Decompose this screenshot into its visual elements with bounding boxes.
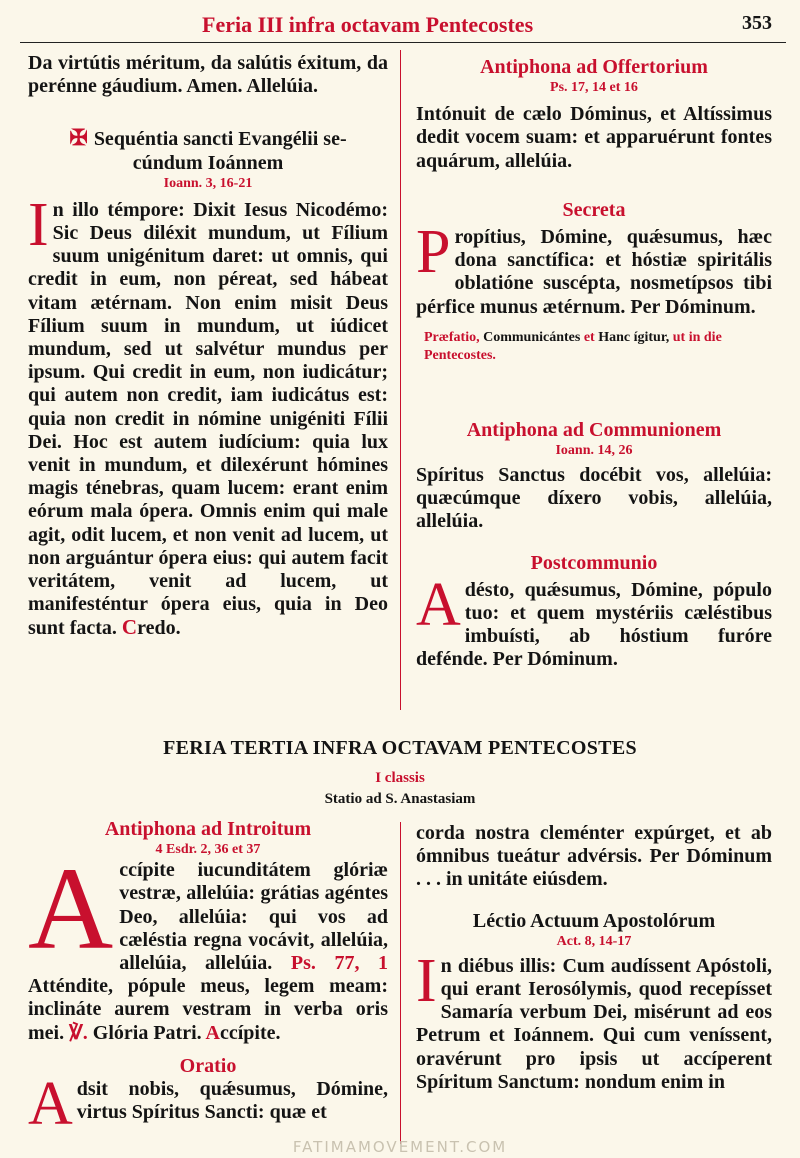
preface-rubric: Præfatio, Communicántes et Hanc ígitur, ut in die Pentecostes. xyxy=(424,329,722,363)
offertory-heading: Antiphona ad Offertorium xyxy=(480,56,708,78)
versicle-icon: ℣. xyxy=(69,1021,88,1044)
offertory-text: Intónuit de cælo Dóminus, et Altíssimus dedit vocem suam: et apparuérunt fontes aquárum, allelúia. xyxy=(416,103,772,172)
page-number: 353 xyxy=(742,12,772,34)
communion-text: Spíritus Sanctus docébit vos, allelúia: quæcúmque díxero vobis, allelúia, allelúia. xyxy=(416,464,772,533)
drop-cap-initial: A xyxy=(416,570,461,639)
credo-initial: C xyxy=(121,615,138,640)
offertory-reference: Ps. 17, 14 et 16 xyxy=(550,80,638,96)
introit-reference: 4 Esdr. 2, 36 et 37 xyxy=(155,842,261,858)
right-top-column xyxy=(416,56,772,672)
header-rule xyxy=(20,42,786,43)
lectio-reference: Act. 8, 14-17 xyxy=(556,933,632,949)
drop-cap-initial: I xyxy=(416,946,437,1015)
right-bottom-column xyxy=(416,822,772,1094)
repeat-initial: A xyxy=(205,1021,220,1044)
gospel-title: ✠ Sequéntia sancti Evangélii se- cúndum Ioánnem xyxy=(69,125,347,174)
cross-icon: ✠ xyxy=(69,125,88,151)
column-divider-top xyxy=(400,50,401,710)
drop-cap-initial: A xyxy=(28,843,114,975)
introit-heading: Antiphona ad Introitum xyxy=(104,818,312,840)
section-title: FERIA TERTIA INFRA OCTAVAM PENTECOSTES xyxy=(163,737,637,759)
communion-heading: Antiphona ad Communionem xyxy=(466,418,722,441)
oratio-continuation: corda nostra cleménter expúrget, et ab ómnibus tueátur advérsis. Per Dóminum . . . in unitáte eiúsdem. xyxy=(416,822,772,891)
station-church: Statio ad S. Anastasiam xyxy=(324,791,476,807)
lectio-heading: Léctio Actuum Apostolórum xyxy=(472,909,716,932)
lectio-text: In diébus illis: Cum audíssent Apóstoli, qui erant Ierosólymis, quod recepísset Samaría verbum Dei, misérunt ad eos Petrum et Ioánnem. Qui cum veníssent, oravérunt pro ipsis ut accíperent Spíritum Sanctum: nondum enim in xyxy=(416,946,772,1093)
oratio-heading: Oratio xyxy=(179,1054,237,1077)
secreta-text: Propítius, Dómine, quǽsumus, hæc dona sanctífica: et hóstiæ spiritális oblatióne suscépta, nosmetípsos tibi pérfice munus ætérnum. Per Dóminum. xyxy=(416,218,772,318)
drop-cap-initial: P xyxy=(416,218,451,287)
psalm-reference: Ps. 77, 1 xyxy=(290,952,389,975)
gospel-reference: Ioann. 3, 16-21 xyxy=(163,175,253,191)
prayer-continuation: Da virtútis méritum, da salútis éxitum, da perénne gáudium. Amen. Allelúia. xyxy=(28,52,388,98)
drop-cap-initial: I xyxy=(28,190,49,259)
running-title: Feria III infra octavam Pentecostes xyxy=(202,12,534,37)
postcommunio-text: Adésto, quǽsumus, Dómine, pópulo tuo: et quem mystériis cæléstibus imbuísti, ab hóstium furóre defénde. Per Dóminum. xyxy=(416,570,772,671)
introit-text: Accípite iucunditátem glóriæ vestræ, allelúia: grátias agéntes Deo, allelúia: qui vos ad cæléstia regna vocávit, allelúia, allelúia, allelúia. Ps. 77, 1 Atténdite, pópule meus, legem meam: inclináte aurem vestram in verba oris mei. ℣. Glória Patri. Accípite. xyxy=(28,843,389,1044)
postcommunio-heading: Postcommunio xyxy=(530,551,658,574)
left-bottom-column xyxy=(28,818,389,1139)
left-top-column xyxy=(28,52,388,641)
communion-reference: Ioann. 14, 26 xyxy=(555,443,633,459)
page-header xyxy=(0,0,800,42)
gospel-text: In illo témpore: Dixit Iesus Nicodémo: Sic Deus diléxit mundum, ut Fílium suum unigénitum daret: ut omnis, qui credit in eum, non péreat, sed hábeat vitam ætérnam. Non enim misit Deus Fílium suum in mundum, ut iúdicet mundum, sed ut salvétur mundus per ipsum. Qui credit in eum, non iudicátur; qui autem non credit, iam iudicátus est: quia non credit in nómine unigéniti Fílii Dei. Hoc est autem iudícium: quia lux venit in mundum, et dilexérunt hómines magis ténebras, quam lucem: erant enim eórum mala ópera. Omnis enim qui male agit, odit lucem, et non venit ad lucem, ut non arguántur ópera eius: qui autem facit veritátem, venit ad lucem, ut manifesténtur ópera eius, quia in Deo sunt facta. Credo. xyxy=(28,190,388,640)
oratio-text: Adsit nobis, quǽsumus, Dómine, virtus Spíritus Sancti: quæ et xyxy=(28,1070,388,1139)
drop-cap-initial: A xyxy=(28,1070,73,1139)
class-rank: I classis xyxy=(375,770,425,786)
secreta-heading: Secreta xyxy=(562,198,626,221)
watermark: FATIMAMOVEMENT.COM xyxy=(292,1138,508,1156)
column-divider-bottom xyxy=(400,822,401,1144)
